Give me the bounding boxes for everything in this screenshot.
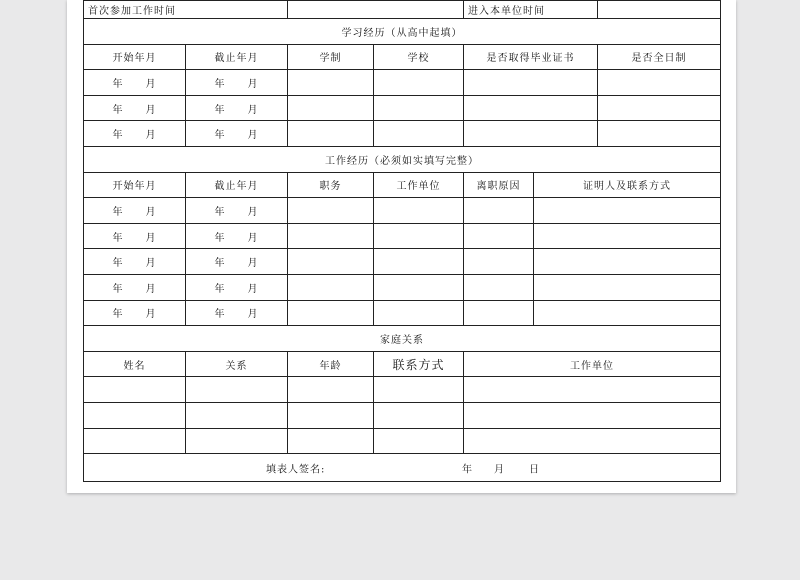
- month-label: 月: [145, 283, 157, 295]
- work-row: [84, 249, 721, 275]
- year-label: 年: [214, 309, 226, 321]
- family-row: [84, 402, 721, 428]
- work-header-start: 开始年月: [84, 172, 186, 198]
- edu-end-cell[interactable]: [186, 95, 288, 121]
- work-end-cell[interactable]: [186, 300, 288, 326]
- year-label: 年: [214, 283, 226, 295]
- work-end-cell[interactable]: [186, 223, 288, 249]
- month-label: 月: [247, 283, 259, 295]
- work-leave-reason-cell[interactable]: [464, 198, 534, 224]
- work-employer-cell[interactable]: [374, 274, 464, 300]
- family-relation-cell[interactable]: [186, 377, 288, 403]
- family-section-title-row: [84, 326, 721, 352]
- work-position-cell[interactable]: [288, 223, 374, 249]
- month-label: 月: [145, 78, 157, 90]
- month-label: 月: [145, 258, 157, 270]
- work-start-cell[interactable]: [84, 249, 186, 275]
- work-reference-cell[interactable]: [534, 249, 721, 275]
- work-employer-cell[interactable]: [374, 249, 464, 275]
- signature-label: 填表人签名:: [266, 464, 326, 476]
- edu-end-cell[interactable]: [186, 70, 288, 96]
- work-header-end: 截止年月: [186, 172, 288, 198]
- year-label: 年: [112, 309, 124, 321]
- month-label: 月: [145, 130, 157, 142]
- family-age-cell[interactable]: [288, 402, 374, 428]
- employee-form-table: [83, 0, 721, 482]
- first-work-time-label: 首次参加工作时间: [84, 1, 288, 19]
- family-section-title: 家庭关系: [84, 326, 721, 352]
- year-label: 年: [214, 258, 226, 270]
- work-leave-reason-cell[interactable]: [464, 249, 534, 275]
- family-age-cell[interactable]: [288, 428, 374, 454]
- family-employer-cell[interactable]: [464, 377, 721, 403]
- month-label: 月: [247, 258, 259, 270]
- work-employer-cell[interactable]: [374, 223, 464, 249]
- family-header-employer: 工作单位: [464, 351, 721, 377]
- month-label: 月: [145, 232, 157, 244]
- work-end-cell[interactable]: [186, 274, 288, 300]
- work-header-position: 职务: [288, 172, 374, 198]
- work-employer-cell[interactable]: [374, 300, 464, 326]
- month-label: 月: [247, 104, 259, 116]
- edu-duration-cell[interactable]: [288, 70, 374, 96]
- sign-date-month: 月: [494, 464, 505, 476]
- work-position-cell[interactable]: [288, 249, 374, 275]
- family-name-cell[interactable]: [84, 428, 186, 454]
- family-relation-cell[interactable]: [186, 428, 288, 454]
- work-row: [84, 274, 721, 300]
- work-end-cell[interactable]: [186, 198, 288, 224]
- work-header-row: [84, 172, 721, 198]
- month-label: 月: [247, 206, 259, 218]
- year-label: 年: [214, 206, 226, 218]
- month-label: 月: [145, 309, 157, 321]
- work-start-cell[interactable]: [84, 274, 186, 300]
- year-label: 年: [214, 78, 226, 90]
- month-label: 月: [145, 206, 157, 218]
- sign-date-year: 年: [462, 464, 473, 476]
- work-reference-cell[interactable]: [534, 300, 721, 326]
- work-position-cell[interactable]: [288, 300, 374, 326]
- year-label: 年: [214, 130, 226, 142]
- work-position-cell[interactable]: [288, 274, 374, 300]
- family-header-contact: 联系方式: [374, 351, 464, 377]
- work-section-title: 工作经历（必须如实填写完整）: [84, 146, 721, 172]
- edu-header-fulltime: 是否全日制: [598, 44, 721, 70]
- year-label: 年: [112, 232, 124, 244]
- family-header-row: [84, 351, 721, 377]
- family-relation-cell[interactable]: [186, 402, 288, 428]
- edu-header-school: 学校: [374, 44, 464, 70]
- join-unit-time-label: 进入本单位时间: [464, 1, 598, 19]
- work-employer-cell[interactable]: [374, 198, 464, 224]
- family-contact-cell[interactable]: [374, 402, 464, 428]
- signature-row: [84, 454, 721, 482]
- family-row: [84, 377, 721, 403]
- year-label: 年: [112, 104, 124, 116]
- work-end-cell[interactable]: [186, 249, 288, 275]
- sign-date-day: 日: [529, 464, 540, 476]
- month-label: 月: [247, 309, 259, 321]
- top-info-row: [84, 1, 721, 19]
- signature-cell[interactable]: [84, 454, 721, 482]
- family-row: [84, 428, 721, 454]
- family-header-age: 年龄: [288, 351, 374, 377]
- work-position-cell[interactable]: [288, 198, 374, 224]
- month-label: 月: [145, 104, 157, 116]
- year-label: 年: [112, 283, 124, 295]
- education-row: [84, 95, 721, 121]
- work-row: [84, 198, 721, 224]
- work-start-cell[interactable]: [84, 300, 186, 326]
- year-label: 年: [112, 206, 124, 218]
- family-header-name: 姓名: [84, 351, 186, 377]
- edu-school-cell[interactable]: [374, 95, 464, 121]
- year-label: 年: [112, 130, 124, 142]
- edu-diploma-cell[interactable]: [464, 95, 598, 121]
- work-row: [84, 300, 721, 326]
- month-label: 月: [247, 78, 259, 90]
- join-unit-time-value[interactable]: [598, 1, 721, 19]
- edu-fulltime-cell[interactable]: [598, 121, 721, 147]
- family-age-cell[interactable]: [288, 377, 374, 403]
- work-leave-reason-cell[interactable]: [464, 274, 534, 300]
- edu-school-cell[interactable]: [374, 70, 464, 96]
- work-header-leave-reason: 离职原因: [464, 172, 534, 198]
- edu-start-cell[interactable]: [84, 70, 186, 96]
- work-leave-reason-cell[interactable]: [464, 300, 534, 326]
- edu-duration-cell[interactable]: [288, 95, 374, 121]
- edu-header-duration: 学制: [288, 44, 374, 70]
- family-employer-cell[interactable]: [464, 402, 721, 428]
- month-label: 月: [247, 232, 259, 244]
- education-section-title: 学习经历（从高中起填）: [84, 19, 721, 45]
- work-section-title-row: [84, 146, 721, 172]
- work-leave-reason-cell[interactable]: [464, 223, 534, 249]
- work-reference-cell[interactable]: [534, 223, 721, 249]
- edu-end-cell[interactable]: [186, 121, 288, 147]
- work-reference-cell[interactable]: [534, 274, 721, 300]
- education-section-title-row: [84, 19, 721, 45]
- family-contact-cell[interactable]: [374, 377, 464, 403]
- year-label: 年: [112, 78, 124, 90]
- edu-diploma-cell[interactable]: [464, 70, 598, 96]
- work-start-cell[interactable]: [84, 223, 186, 249]
- first-work-time-value[interactable]: [288, 1, 464, 19]
- work-reference-cell[interactable]: [534, 198, 721, 224]
- family-name-cell[interactable]: [84, 377, 186, 403]
- education-row: [84, 121, 721, 147]
- family-contact-cell[interactable]: [374, 428, 464, 454]
- edu-start-cell[interactable]: [84, 121, 186, 147]
- edu-header-start: 开始年月: [84, 44, 186, 70]
- month-label: 月: [247, 130, 259, 142]
- work-header-reference: 证明人及联系方式: [534, 172, 721, 198]
- edu-fulltime-cell[interactable]: [598, 70, 721, 96]
- family-header-relation: 关系: [186, 351, 288, 377]
- edu-start-cell[interactable]: [84, 95, 186, 121]
- work-start-cell[interactable]: [84, 198, 186, 224]
- education-header-row: [84, 44, 721, 70]
- edu-header-end: 截止年月: [186, 44, 288, 70]
- year-label: 年: [214, 104, 226, 116]
- edu-diploma-cell[interactable]: [464, 121, 598, 147]
- year-label: 年: [214, 232, 226, 244]
- edu-header-diploma: 是否取得毕业证书: [464, 44, 598, 70]
- family-employer-cell[interactable]: [464, 428, 721, 454]
- year-label: 年: [112, 258, 124, 270]
- work-row: [84, 223, 721, 249]
- edu-fulltime-cell[interactable]: [598, 95, 721, 121]
- edu-school-cell[interactable]: [374, 121, 464, 147]
- education-row: [84, 70, 721, 96]
- edu-duration-cell[interactable]: [288, 121, 374, 147]
- work-header-employer: 工作单位: [374, 172, 464, 198]
- family-name-cell[interactable]: [84, 402, 186, 428]
